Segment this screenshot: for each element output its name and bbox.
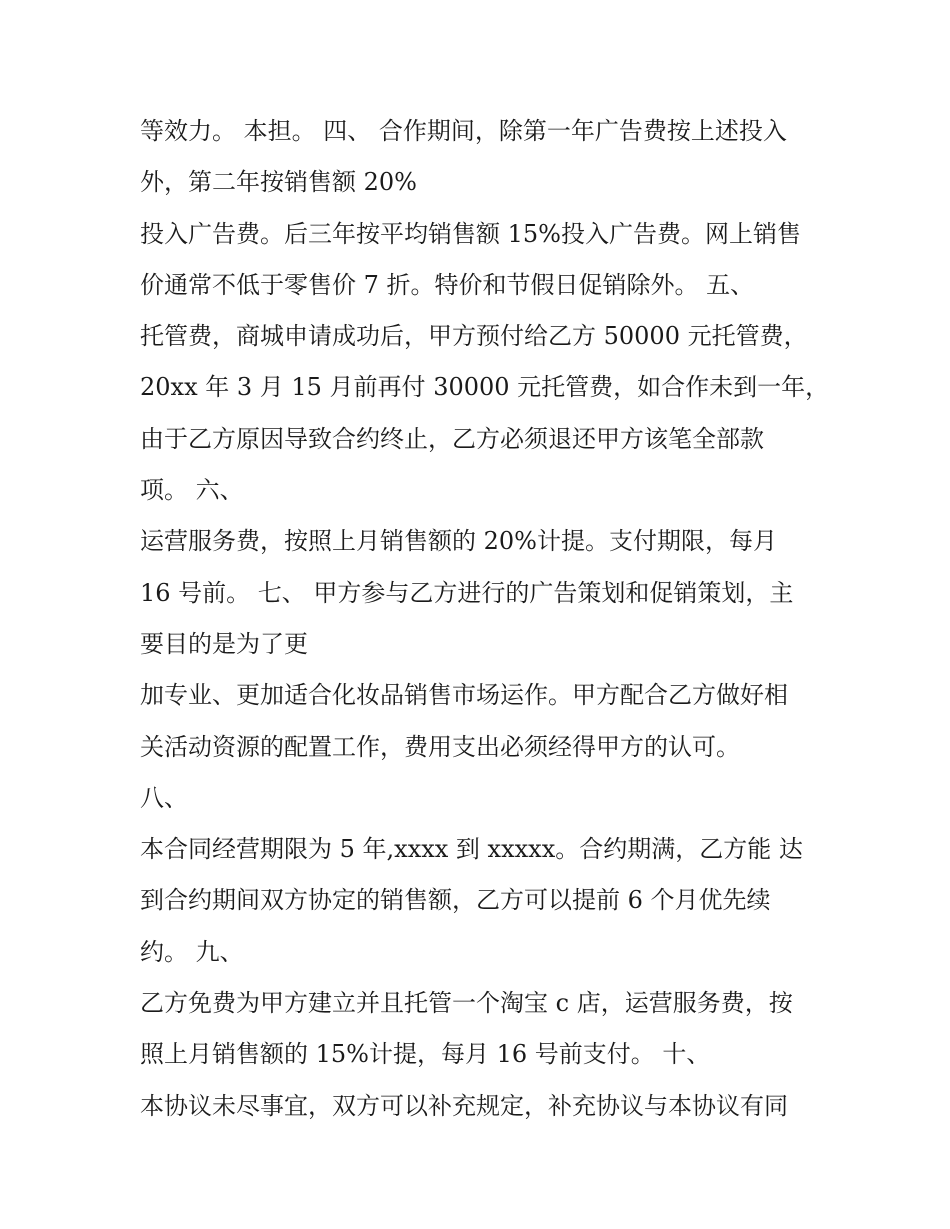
text-line: 投入广告费。后三年按平均销售额 15%投入广告费。网上销售	[140, 219, 801, 248]
text-line: 价通常不低于零售价 7 折。特价和节假日促销除外。 五、	[140, 270, 755, 299]
text-line: 关活动资源的配置工作，费用支出必须经得甲方的认可。	[140, 732, 740, 761]
text-line: 要目的是为了更	[140, 629, 308, 658]
text-line: 乙方免费为甲方建立并且托管一个淘宝 c 店，运营服务费，按	[140, 989, 793, 1018]
contract-text-body	[140, 106, 830, 1132]
text-line: 等效力。 本担。 四、 合作期间，除第一年广告费按上述投入	[140, 117, 787, 145]
text-line: 加专业、更加适合化妆品销售市场运作。甲方配合乙方做好相	[140, 681, 788, 710]
text-line: 运营服务费，按照上月销售额的 20%计提。支付期限，每月	[140, 527, 777, 556]
text-line: 八、	[140, 783, 188, 812]
text-line: 本合同经营期限为 5 年,xxxx 到 xxxxx。合约期满，乙方能 达	[140, 835, 803, 864]
text-line: 约。 九、	[140, 937, 244, 966]
text-line: 外，第二年按销售额 20%	[140, 168, 417, 197]
text-line: 16 号前。 七、 甲方参与乙方进行的广告策划和促销策划，主	[140, 578, 794, 607]
text-line: 照上月销售额的 15%计提，每月 16 号前支付。 十、	[140, 1040, 711, 1069]
text-line: 本协议未尽事宜，双方可以补充规定，补充协议与本协议有同	[140, 1091, 788, 1120]
text-line: 由于乙方原因导致合约终止，乙方必须退还甲方该笔全部款	[140, 424, 764, 453]
text-line: 到合约期间双方协定的销售额，乙方可以提前 6 个月优先续	[140, 886, 771, 915]
text-line: 20xx 年 3 月 15 月前再付 30000 元托管费，如合作未到一年，	[140, 373, 830, 402]
text-line: 项。 六、	[140, 476, 244, 505]
text-line: 托管费，商城申请成功后，甲方预付给乙方 50000 元托管费，	[140, 322, 808, 351]
